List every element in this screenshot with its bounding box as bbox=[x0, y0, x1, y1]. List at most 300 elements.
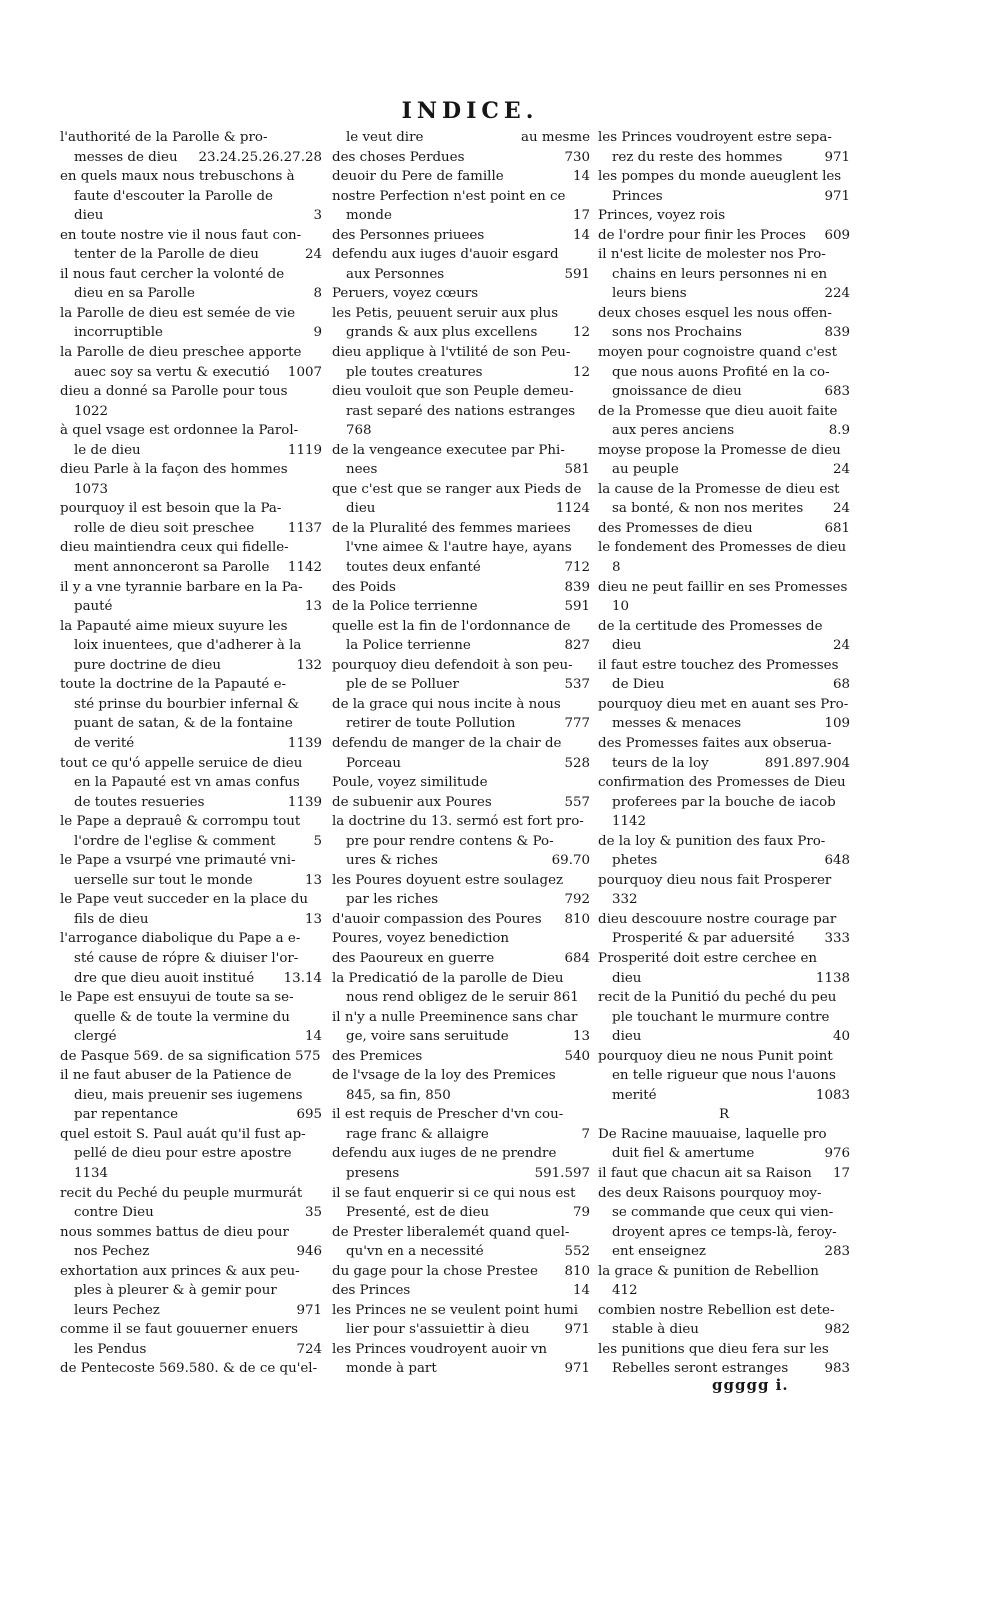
page-reference: 24 bbox=[832, 638, 850, 654]
index-entry-text: de toutes resueries bbox=[74, 794, 205, 810]
index-line bbox=[598, 1047, 850, 1067]
index-line bbox=[332, 832, 590, 852]
index-line bbox=[598, 1223, 850, 1243]
page-reference: 24 bbox=[832, 462, 850, 478]
index-entry-text: Princes bbox=[612, 188, 663, 204]
index-line bbox=[598, 245, 850, 265]
index-entry-text: sa bonté, & non nos merites bbox=[612, 501, 804, 517]
index-line bbox=[598, 480, 850, 500]
index-line bbox=[60, 812, 322, 832]
index-line bbox=[332, 656, 590, 676]
index-entry-text: rez du reste des hommes bbox=[612, 149, 783, 165]
page-reference: 891.897.904 bbox=[764, 755, 850, 771]
index-line bbox=[332, 1223, 590, 1243]
index-line bbox=[60, 323, 322, 343]
index-line bbox=[598, 929, 850, 949]
page-reference: 971 bbox=[564, 1322, 590, 1338]
index-entry-text: dieu maintiendra ceux qui fidelle- bbox=[60, 540, 289, 556]
index-line bbox=[332, 890, 590, 910]
index-entry-text: toutes deux enfanté bbox=[346, 560, 481, 576]
page-reference: 724 bbox=[296, 1341, 322, 1357]
index-line bbox=[598, 1340, 850, 1360]
index-entry-text: 10 bbox=[612, 599, 630, 615]
index-line bbox=[60, 265, 322, 285]
index-entry-text: messes & menaces bbox=[612, 716, 742, 732]
index-entry-text: recit du Peché du peuple murmurát bbox=[60, 1185, 303, 1201]
index-entry-text: de la certitude des Promesses de bbox=[598, 618, 823, 634]
index-line bbox=[60, 538, 322, 558]
page-reference: 528 bbox=[564, 755, 590, 771]
index-entry-text: 1142 bbox=[612, 814, 647, 830]
index-entry-text: monde à part bbox=[346, 1361, 437, 1377]
page-reference: 79 bbox=[572, 1205, 590, 1221]
index-entry-text: quelle & de toute la vermine du bbox=[74, 1009, 290, 1025]
index-line bbox=[332, 949, 590, 969]
index-line bbox=[60, 617, 322, 637]
index-line bbox=[332, 441, 590, 461]
index-entry-text: contre Dieu bbox=[74, 1205, 154, 1221]
index-entry-text: les Princes voudroyent auoir vn bbox=[332, 1341, 548, 1357]
index-entry-text: de l'ordre pour finir les Proces bbox=[598, 227, 806, 243]
index-line bbox=[332, 714, 590, 734]
index-entry-text: proferees par la bouche de iacob bbox=[612, 794, 836, 810]
index-line bbox=[598, 1262, 850, 1282]
index-entry-text: faute d'escouter la Parolle de bbox=[74, 188, 273, 204]
page-reference: 3 bbox=[313, 208, 322, 224]
index-line bbox=[598, 793, 850, 813]
index-line bbox=[598, 284, 850, 304]
index-entry-text: de la grace qui nous incite à nous bbox=[332, 696, 561, 712]
index-line bbox=[332, 754, 590, 774]
page-reference: 827 bbox=[564, 638, 590, 654]
index-line bbox=[598, 812, 850, 832]
index-line bbox=[60, 206, 322, 226]
index-line bbox=[598, 1125, 850, 1145]
index-line bbox=[332, 1184, 590, 1204]
index-entry-text: auec soy sa vertu & executió bbox=[74, 364, 270, 380]
index-entry-text: comme il se faut gouuerner enuers bbox=[60, 1322, 298, 1338]
index-line bbox=[332, 773, 590, 793]
index-line bbox=[332, 1320, 590, 1340]
index-line bbox=[598, 851, 850, 871]
page-reference: 40 bbox=[832, 1029, 850, 1045]
index-entry-text: d'auoir compassion des Poures bbox=[332, 911, 542, 927]
index-entry-text: des Premices bbox=[332, 1048, 423, 1064]
index-line bbox=[332, 871, 590, 891]
index-entry-text: Poule, voyez similitude bbox=[332, 775, 488, 791]
index-entry-text: R bbox=[718, 1107, 730, 1123]
index-line bbox=[598, 128, 850, 148]
index-entry-text: dieu ne peut faillir en ses Promesses bbox=[598, 579, 848, 595]
page-reference: 17 bbox=[832, 1165, 850, 1181]
index-line bbox=[60, 734, 322, 754]
index-line bbox=[332, 793, 590, 813]
index-line bbox=[60, 382, 322, 402]
index-entry-text: de subuenir aux Poures bbox=[332, 794, 492, 810]
index-entry-text: incorruptible bbox=[74, 325, 163, 341]
page-reference: 1138 bbox=[815, 970, 850, 986]
index-entry-text: moyse propose la Promesse de dieu bbox=[598, 442, 841, 458]
index-entry-text: des Promesses de dieu bbox=[598, 520, 753, 536]
index-entry-text: nous sommes battus de dieu pour bbox=[60, 1224, 289, 1240]
index-line bbox=[598, 988, 850, 1008]
page-reference: 7 bbox=[581, 1126, 590, 1142]
index-line bbox=[332, 363, 590, 383]
index-line bbox=[598, 187, 850, 207]
index-line bbox=[332, 675, 590, 695]
page-reference: 14 bbox=[572, 1283, 590, 1299]
index-line bbox=[332, 245, 590, 265]
index-line bbox=[598, 949, 850, 969]
index-entry-text: l'arrogance diabolique du Pape a e- bbox=[60, 931, 301, 947]
index-entry-text: les Poures doyuent estre soulagez bbox=[332, 872, 564, 888]
index-entry-text: clergé bbox=[74, 1029, 117, 1045]
index-entry-text: ple toutes creatures bbox=[346, 364, 483, 380]
index-entry-text: pure doctrine de dieu bbox=[74, 657, 221, 673]
index-entry-text: l'authorité de la Parolle & pro- bbox=[60, 130, 268, 145]
index-line bbox=[332, 1105, 590, 1125]
index-entry-text: Rebelles seront estranges bbox=[612, 1361, 789, 1377]
index-line bbox=[598, 402, 850, 422]
index-line bbox=[332, 1008, 590, 1028]
index-entry-text: confirmation des Promesses de Dieu bbox=[598, 775, 846, 791]
index-entry-text: nostre Perfection n'est point en ce bbox=[332, 188, 566, 204]
index-line bbox=[598, 265, 850, 285]
index-entry-text: dieu bbox=[346, 501, 376, 517]
index-line bbox=[332, 636, 590, 656]
index-entry-text: il est requis de Prescher d'vn cou- bbox=[332, 1107, 564, 1123]
index-line bbox=[598, 304, 850, 324]
index-line bbox=[60, 656, 322, 676]
page-reference: 5 bbox=[313, 833, 322, 849]
index-line bbox=[332, 343, 590, 363]
index-entry-text: il faut que chacun ait sa Raison bbox=[598, 1165, 812, 1181]
index-entry-text: ple touchant le murmure contre bbox=[612, 1009, 830, 1025]
index-entry-text: dieu bbox=[74, 208, 104, 224]
index-entry-text: ge, voire sans seruitude bbox=[346, 1029, 509, 1045]
index-entry-text: exhortation aux princes & aux peu- bbox=[60, 1263, 300, 1279]
index-line bbox=[60, 871, 322, 891]
index-line bbox=[60, 1301, 322, 1321]
index-line bbox=[598, 226, 850, 246]
index-line bbox=[332, 421, 590, 441]
index-entry-text: sons nos Prochains bbox=[612, 325, 742, 341]
page-reference: 839 bbox=[564, 579, 590, 595]
page-reference: 68 bbox=[832, 677, 850, 693]
index-line bbox=[332, 1125, 590, 1145]
page-reference: 581 bbox=[564, 462, 590, 478]
index-entry-text: il y a vne tyrannie barbare en la Pa- bbox=[60, 579, 303, 595]
index-entry-text: des Poids bbox=[332, 579, 396, 595]
index-line bbox=[60, 1066, 322, 1086]
index-entry-text: il ne faut abuser de la Patience de bbox=[60, 1068, 292, 1084]
index-entry-text: quelle est la fin de l'ordonnance de bbox=[332, 618, 571, 634]
index-entry-text: pre pour rendre contens & Po- bbox=[346, 833, 554, 849]
index-line bbox=[332, 499, 590, 519]
index-entry-text: il se faut enquerir si ce qui nous est bbox=[332, 1185, 576, 1201]
index-line bbox=[598, 1066, 850, 1086]
index-entry-text: le Pape a vsurpé vne primauté vni- bbox=[60, 853, 296, 869]
page-reference: 13 bbox=[304, 599, 322, 615]
index-line bbox=[332, 1242, 590, 1262]
index-entry-text: de la vengeance executee par Phi- bbox=[332, 442, 565, 458]
index-entry-text: deuoir du Pere de famille bbox=[332, 169, 504, 185]
page-reference: 13 bbox=[572, 1029, 590, 1045]
index-entry-text: defendu aux iuges de ne prendre bbox=[332, 1146, 557, 1162]
index-entry-text: les Petis, peuuent seruir aux plus bbox=[332, 305, 559, 321]
index-entry-text: pourquoy dieu ne nous Punit point bbox=[598, 1048, 833, 1064]
index-line bbox=[332, 265, 590, 285]
index-entry-text: ent enseignez bbox=[612, 1244, 706, 1260]
index-line bbox=[332, 187, 590, 207]
index-line bbox=[598, 148, 850, 168]
index-line bbox=[598, 675, 850, 695]
page-reference: 1083 bbox=[815, 1087, 850, 1103]
index-entry-text: Porceau bbox=[346, 755, 401, 771]
index-line bbox=[60, 284, 322, 304]
index-entry-text: messes de dieu bbox=[74, 149, 178, 165]
page-reference: 712 bbox=[564, 560, 590, 576]
index-line bbox=[332, 851, 590, 871]
index-entry-text: gnoissance de dieu bbox=[612, 384, 742, 400]
index-line bbox=[60, 773, 322, 793]
page-reference: 730 bbox=[564, 149, 590, 165]
index-line bbox=[598, 323, 850, 343]
index-entry-text: 332 bbox=[612, 892, 638, 908]
page-reference: 609 bbox=[824, 227, 850, 243]
index-entry-text: le de dieu bbox=[74, 442, 141, 458]
index-entry-text: les punitions que dieu fera sur les bbox=[598, 1341, 829, 1357]
index-line bbox=[60, 929, 322, 949]
index-entry-text: pourquoy dieu nous fait Prosperer bbox=[598, 872, 832, 888]
index-line bbox=[332, 597, 590, 617]
index-line bbox=[598, 1301, 850, 1321]
page-reference: 976 bbox=[824, 1146, 850, 1162]
index-entry-text: de la loy & punition des faux Pro- bbox=[598, 833, 826, 849]
index-line bbox=[60, 714, 322, 734]
index-line bbox=[332, 1047, 590, 1067]
page-reference: 9 bbox=[313, 325, 322, 341]
index-entry-text: 1134 bbox=[74, 1165, 109, 1181]
index-entry-text: ples à pleurer & à gemir pour bbox=[74, 1283, 277, 1299]
index-entry-text: 8 bbox=[612, 560, 621, 576]
page-reference: 23.24.25.26.27.28 bbox=[198, 149, 322, 165]
index-entry-text: dieu descouure nostre courage par bbox=[598, 911, 837, 927]
page-reference: 283 bbox=[824, 1244, 850, 1260]
index-entry-text: leurs Pechez bbox=[74, 1302, 160, 1318]
index-entry-text: dieu Parle à la façon des hommes bbox=[60, 462, 288, 478]
index-entry-text: dieu applique à l'vtilité de son Peu- bbox=[332, 345, 571, 361]
index-entry-text: lier pour s'assuiettir à dieu bbox=[346, 1322, 530, 1338]
index-entry-text: la grace & punition de Rebellion bbox=[598, 1263, 819, 1279]
index-entry-text: merité bbox=[612, 1087, 657, 1103]
page-header: INDICE. bbox=[401, 98, 539, 124]
page-reference: 109 bbox=[824, 716, 850, 732]
index-line bbox=[60, 1340, 322, 1360]
index-entry-text: 768 bbox=[346, 423, 372, 439]
index-line bbox=[60, 1184, 322, 1204]
index-entry-text: les Princes voudroyent estre sepa- bbox=[598, 130, 832, 145]
index-entry-text: il n'est licite de molester nos Pro- bbox=[598, 247, 826, 263]
index-entry-text: dieu a donné sa Parolle pour tous bbox=[60, 384, 288, 400]
index-entry-text: tout ce qu'ó appelle seruice de dieu bbox=[60, 755, 303, 771]
index-line bbox=[60, 793, 322, 813]
index-entry-text: le Pape est ensuyui de toute sa se- bbox=[60, 990, 294, 1006]
index-line bbox=[332, 1262, 590, 1282]
index-line bbox=[598, 206, 850, 226]
index-entry-text: Presenté, est de dieu bbox=[346, 1205, 490, 1221]
index-entry-text: stable à dieu bbox=[612, 1322, 699, 1338]
index-line bbox=[60, 1027, 322, 1047]
index-line bbox=[60, 499, 322, 519]
page-reference: 24 bbox=[832, 501, 850, 517]
page-reference: 982 bbox=[824, 1322, 850, 1338]
index-entry-text: defendu aux iuges d'auoir esgard bbox=[332, 247, 559, 263]
page-reference: 14 bbox=[572, 227, 590, 243]
index-entry-text: la Papauté aime mieux suyure les bbox=[60, 618, 288, 634]
index-entry-text: 1022 bbox=[74, 403, 109, 419]
index-entry-text: par repentance bbox=[74, 1107, 179, 1123]
index-entry-text: de verité bbox=[74, 735, 135, 751]
index-entry-text: la Police terrienne bbox=[346, 638, 471, 654]
index-entry-text: pauté bbox=[74, 599, 113, 615]
index-entry-text: des choses Perdues bbox=[332, 149, 465, 165]
index-entry-text: teurs de la loy bbox=[612, 755, 709, 771]
index-entry-text: de Prester liberalemét quand quel- bbox=[332, 1224, 570, 1240]
index-line bbox=[60, 402, 322, 422]
index-entry-text: des deux Raisons pourquoy moy- bbox=[598, 1185, 822, 1201]
index-entry-text: dre que dieu auoit institué bbox=[74, 970, 255, 986]
index-entry-text: il n'y a nulle Preeminence sans char bbox=[332, 1009, 578, 1025]
index-entry-text: dieu bbox=[612, 1029, 642, 1045]
index-entry-text: nos Pechez bbox=[74, 1244, 150, 1260]
index-line bbox=[598, 969, 850, 989]
index-line bbox=[60, 1281, 322, 1301]
index-entry-text: presens bbox=[346, 1165, 400, 1181]
index-line bbox=[598, 363, 850, 383]
index-entry-text: dieu vouloit que son Peuple demeu- bbox=[332, 384, 574, 400]
index-line bbox=[598, 1320, 850, 1340]
index-entry-text: qu'vn en a necessité bbox=[346, 1244, 484, 1260]
index-line bbox=[332, 480, 590, 500]
index-entry-text: les Princes ne se veulent point humi bbox=[332, 1302, 579, 1318]
index-line bbox=[598, 773, 850, 793]
index-line bbox=[598, 460, 850, 480]
index-entry-text: dieu, mais preuenir ses iugemens bbox=[74, 1087, 303, 1103]
index-entry-text: toute la doctrine de la Papauté e- bbox=[60, 677, 287, 693]
index-line bbox=[60, 1223, 322, 1243]
index-line bbox=[598, 1184, 850, 1204]
index-line bbox=[60, 1144, 322, 1164]
index-entry-text: que c'est que se ranger aux Pieds de bbox=[332, 481, 582, 497]
index-line bbox=[332, 402, 590, 422]
index-line bbox=[60, 1203, 322, 1223]
index-line bbox=[598, 714, 850, 734]
index-line bbox=[598, 656, 850, 676]
index-line bbox=[332, 578, 590, 598]
index-line bbox=[598, 617, 850, 637]
index-line bbox=[332, 128, 590, 148]
index-entry-text: combien nostre Rebellion est dete- bbox=[598, 1302, 835, 1318]
index-entry-text: de l'vsage de la loy des Premices bbox=[332, 1068, 556, 1084]
index-line bbox=[332, 382, 590, 402]
index-entry-text: loix inuentees, que d'adherer à la bbox=[74, 638, 302, 654]
page-reference: 14 bbox=[572, 169, 590, 185]
page-reference: 684 bbox=[564, 950, 590, 966]
index-line bbox=[60, 988, 322, 1008]
index-entry-text: rolle de dieu soit preschee bbox=[74, 520, 255, 536]
index-entry-text: uerselle sur tout le monde bbox=[74, 872, 253, 888]
index-entry-text: Prosperité & par aduersité bbox=[612, 931, 795, 947]
page-reference: 1119 bbox=[287, 442, 322, 458]
page-reference: 1124 bbox=[555, 501, 590, 517]
index-line bbox=[598, 1105, 850, 1125]
index-entry-text: rast separé des nations estranges bbox=[346, 403, 576, 419]
page-reference: 971 bbox=[824, 188, 850, 204]
index-line bbox=[332, 304, 590, 324]
index-line bbox=[60, 519, 322, 539]
index-line bbox=[60, 558, 322, 578]
index-line bbox=[60, 890, 322, 910]
index-entry-text: dieu bbox=[612, 638, 642, 654]
page-reference: 13 bbox=[304, 872, 322, 888]
page-reference: 35 bbox=[304, 1205, 322, 1221]
index-entry-text: de Dieu bbox=[612, 677, 665, 693]
page-reference: 839 bbox=[824, 325, 850, 341]
index-entry-text: pourquoy dieu defendoit à son peu- bbox=[332, 657, 573, 673]
index-line bbox=[60, 832, 322, 852]
index-line bbox=[598, 871, 850, 891]
index-line bbox=[60, 460, 322, 480]
index-entry-text: retirer de toute Pollution bbox=[346, 716, 516, 732]
index-line bbox=[60, 1105, 322, 1125]
index-line bbox=[332, 617, 590, 637]
index-line bbox=[332, 1359, 590, 1379]
index-line bbox=[332, 988, 590, 1008]
page-reference: 591 bbox=[564, 266, 590, 282]
index-line bbox=[60, 969, 322, 989]
index-entry-text: puant de satan, & de la fontaine bbox=[74, 716, 293, 732]
page-reference: 333 bbox=[824, 931, 850, 947]
page-reference: 683 bbox=[824, 384, 850, 400]
index-entry-text: De Racine mauuaise, laquelle pro bbox=[598, 1126, 827, 1142]
index-entry-text: il nous faut cercher la volonté de bbox=[60, 266, 285, 282]
index-line bbox=[60, 1262, 322, 1282]
index-entry-text: en la Papauté est vn amas confus bbox=[74, 775, 300, 791]
index-entry-text: aux peres anciens bbox=[612, 423, 735, 439]
index-line bbox=[332, 734, 590, 754]
index-line bbox=[60, 949, 322, 969]
index-line bbox=[60, 1008, 322, 1028]
index-line bbox=[332, 519, 590, 539]
index-column-middle bbox=[332, 128, 590, 1379]
index-line bbox=[60, 304, 322, 324]
page-reference: 14 bbox=[304, 1029, 322, 1045]
index-line bbox=[598, 558, 850, 578]
index-line bbox=[598, 910, 850, 930]
page-reference: 132 bbox=[296, 657, 322, 673]
page-reference: 695 bbox=[296, 1107, 322, 1123]
index-line bbox=[332, 695, 590, 715]
index-line bbox=[332, 812, 590, 832]
index-entry-text: les pompes du monde aueuglent les bbox=[598, 169, 842, 185]
index-entry-text: tenter de la Parolle de dieu bbox=[74, 247, 259, 263]
index-entry-text: de Pentecoste 569.580. & de ce qu'el- bbox=[60, 1361, 318, 1377]
index-entry-text: deux choses esquel les nous offen- bbox=[598, 305, 832, 321]
index-entry-text: en toute nostre vie il nous faut con- bbox=[60, 227, 302, 243]
index-entry-text: dieu bbox=[612, 970, 642, 986]
index-line bbox=[332, 1281, 590, 1301]
